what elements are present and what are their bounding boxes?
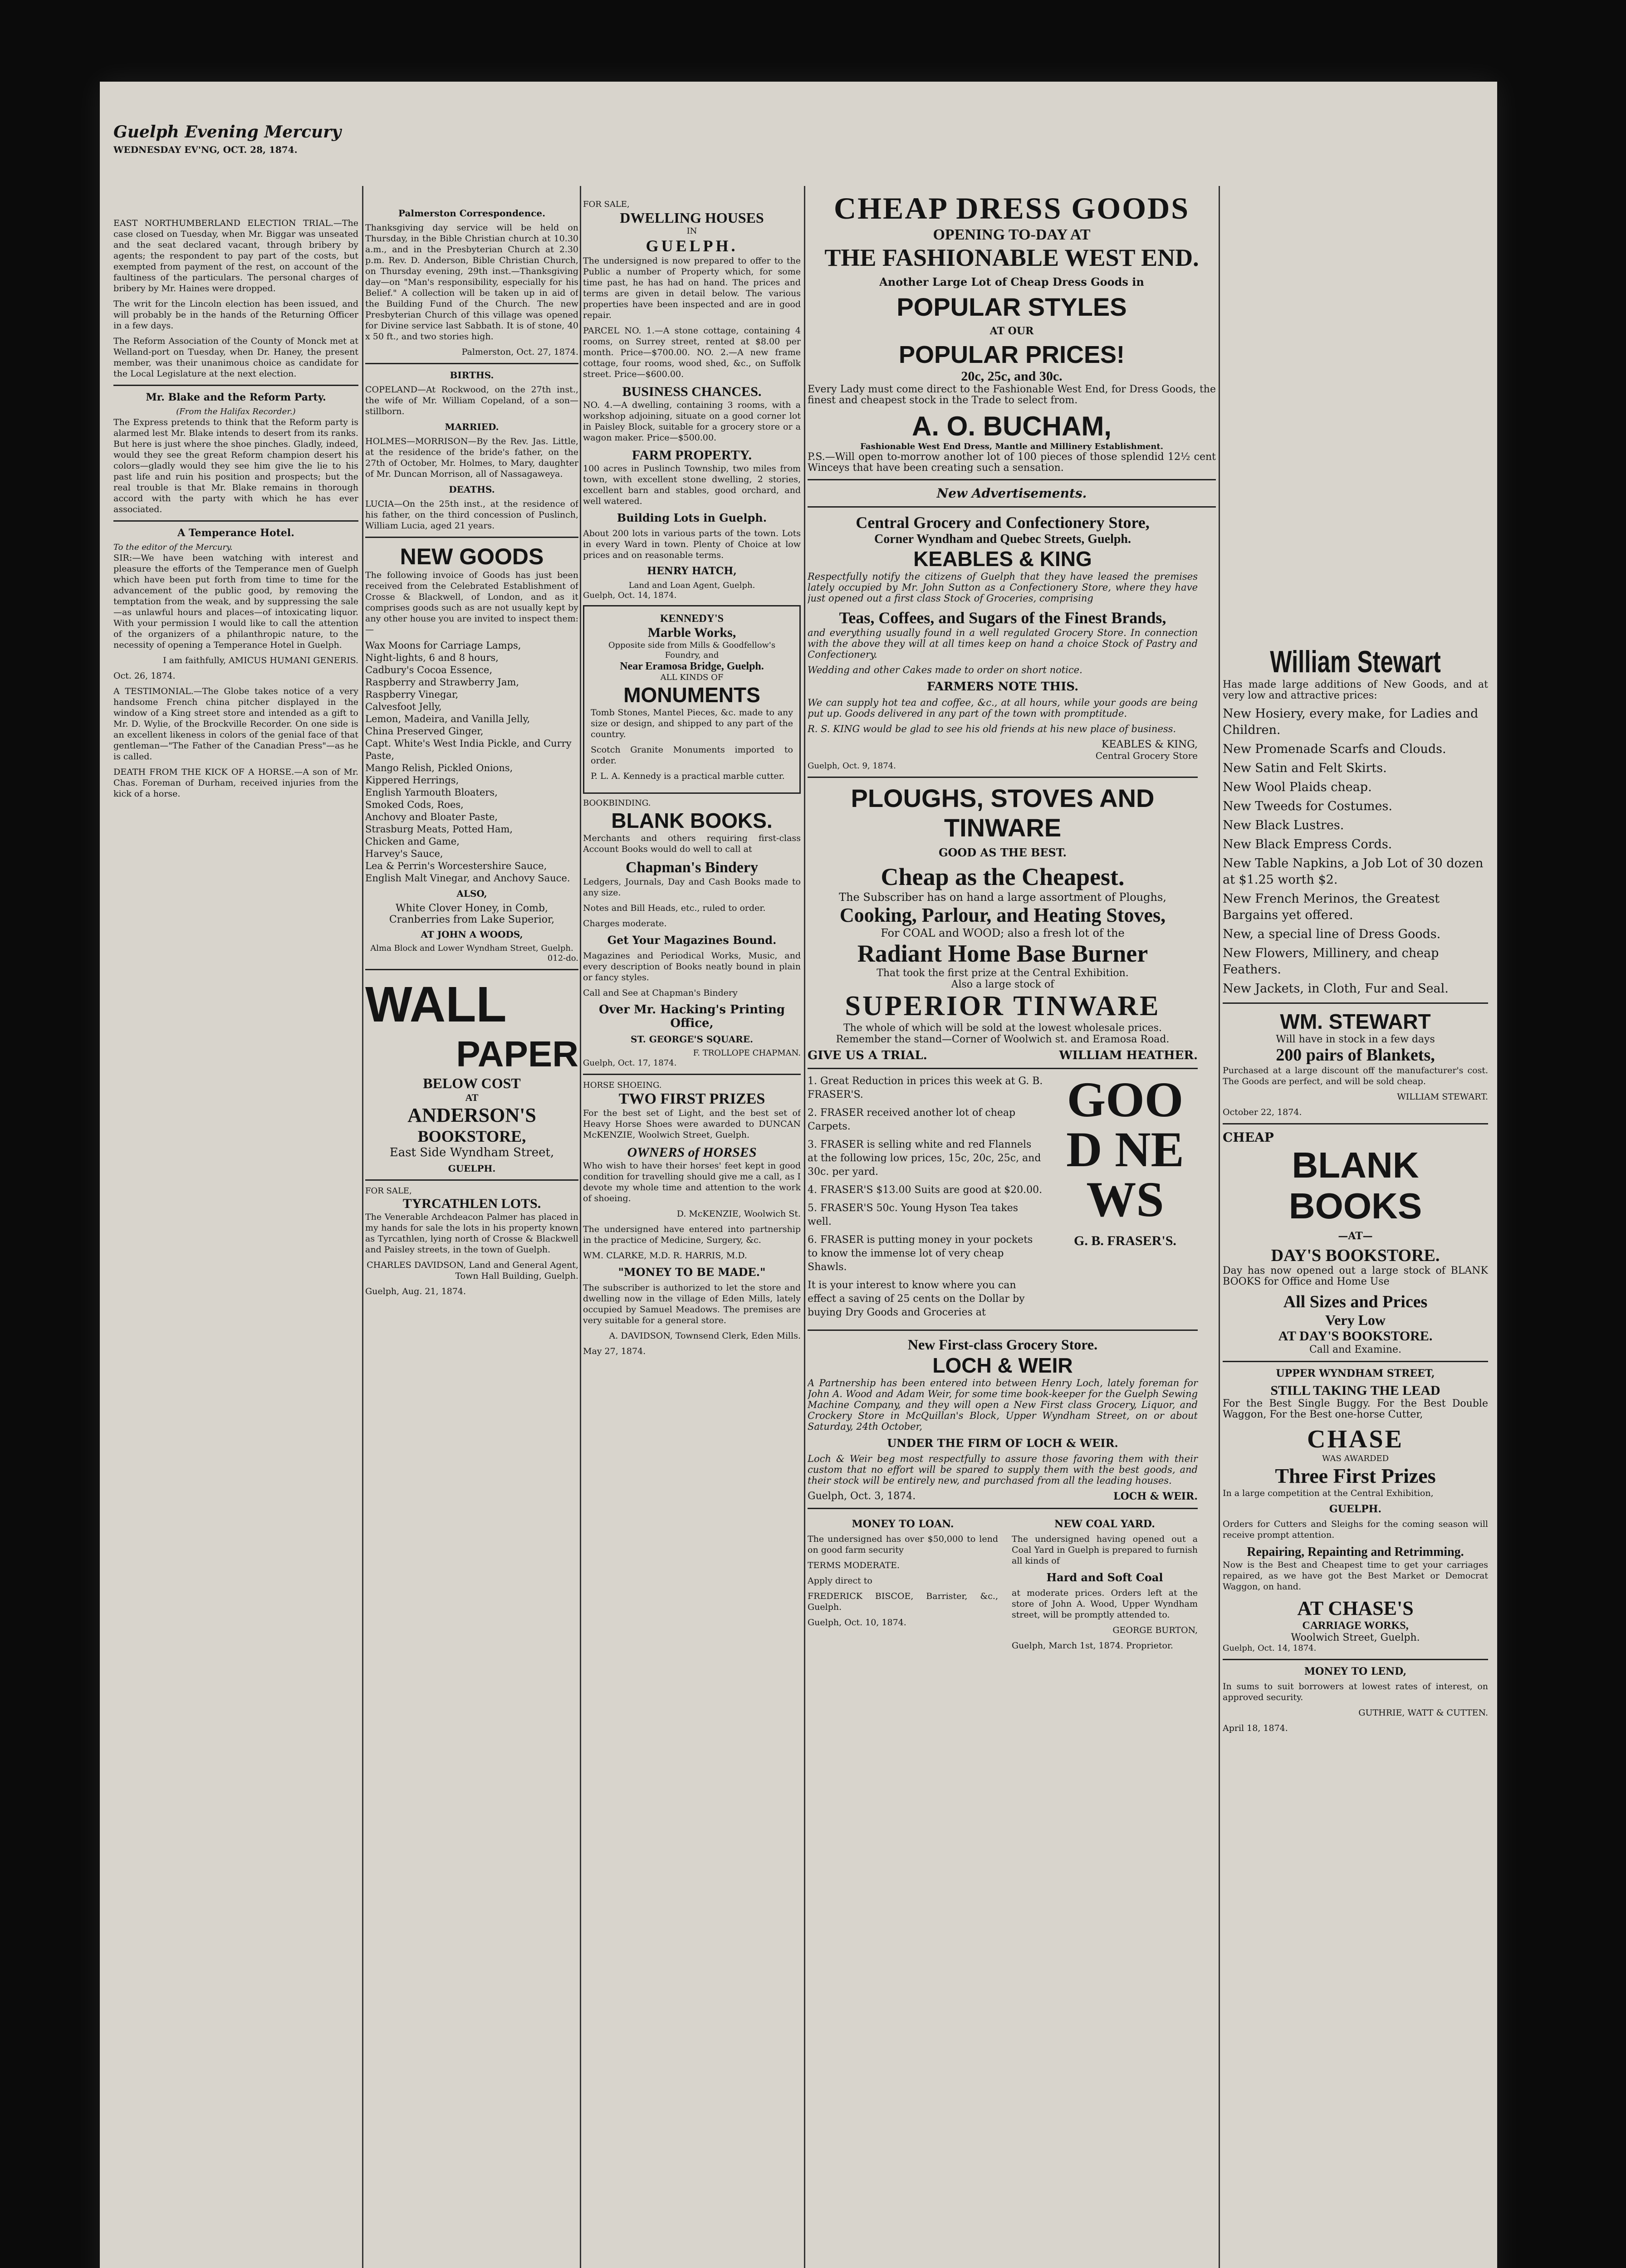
central-grocery: Central Grocery and Confectionery Store, xyxy=(856,513,1150,532)
stewart-item: New, a special line of Dress Goods. xyxy=(1223,927,1441,941)
cheap-as-cheapest: Cheap as the Cheapest. xyxy=(881,863,1125,890)
wall-title: WALL xyxy=(365,977,507,1032)
column-rule xyxy=(362,186,363,2268)
farmers-text: We can supply hot tea and coffee, &c., at all hours, while your goods are being put up. Goods delivered in any part of the town with promptitude. xyxy=(808,697,1198,719)
loan-biscoe: FREDERICK BISCOE, Barrister, &c., Guelph. xyxy=(808,1591,998,1612)
three-prizes: Three First Prizes xyxy=(1275,1464,1436,1487)
money-text: The subscriber is authorized to let the store and dwelling now in the village of Eden Mills, lately occupied by Samuel Meadows. The premises are very suitable for a general store. xyxy=(583,1283,801,1325)
tyrcathlen-text: The Venerable Archdeacon Palmer has placed in my hands for sale the lots in his property known as Tyrcathlen, lying north of Crosse & Blackwell and Paisley streets, in the town of Guelph. xyxy=(365,1212,578,1255)
newgoods-code: 012-do. xyxy=(547,953,578,963)
hotel-heading: A Temperance Hotel. xyxy=(177,527,294,539)
loan-apply: Apply direct to xyxy=(808,1576,872,1586)
blankets: 200 pairs of Blankets, xyxy=(1276,1046,1435,1065)
palmerston-article: Thanksgiving day service will be held on Thursday, in the Bible Christian church at 10.30 a.m., and in the Presbyterian Church at 2.30 p.m. Rev. D. Anderson, Bible Christian Church, on Thursday evening, 29th inst.—Thanksgiving day—on "Man's responsibility, especially for his Belief." A collection will be taken up in aid of the Building Fund of the Church. The new Presbyterian Church of this village was opened for Divine service last Sabbath. It is of stone, 40 x 50 ft., and two stories high. xyxy=(365,223,578,342)
newgoods-item: Capt. White's West India Pickle, and Curry Paste, xyxy=(365,738,572,761)
divider xyxy=(808,1330,1198,1331)
guelph-label: GUELPH. xyxy=(448,1163,496,1174)
wholesale-text: The whole of which will be sold at the lowest wholesale prices. xyxy=(843,1022,1162,1034)
dwelling-title: DWELLING HOUSES xyxy=(620,210,764,226)
dwelling-text: The undersigned is now prepared to offer to the Public a number of Property which, for some time past, he has had on hand. The prices and terms are given in detail below. The various properties have been inspected and are in good repair. xyxy=(583,256,801,320)
column-rule xyxy=(580,186,581,2268)
paper-title: PAPER xyxy=(456,1034,578,1074)
blank-books-title: BLANK BOOKS. xyxy=(611,809,773,832)
ploughs-title: PLOUGHS, STOVES AND TINWARE xyxy=(851,784,1155,842)
hard-soft: Hard and Soft Coal xyxy=(1046,1571,1163,1584)
births-heading: BIRTHS. xyxy=(450,370,494,381)
books-label: BOOKS xyxy=(1288,1186,1422,1226)
fraser-item: 3. FRASER is selling white and red Flannels at the following low prices, 15c, 20c, 25c, and 30c. per yard. xyxy=(808,1139,1041,1178)
below-cost: BELOW COST xyxy=(423,1075,521,1091)
newgoods-item: Calvesfoot Jelly, xyxy=(365,701,442,712)
newgoods-item: Raspberry Vinegar, xyxy=(365,689,459,700)
married-text: HOLMES—MORRISON—By the Rev. Jas. Little, at the residence of the bride's father, on the 27th of October, Mr. Holmes, to Mary, daughter of Mr. Duncan Morrison, all of Nassagaweya. xyxy=(365,436,578,479)
stewart-item: New Tweeds for Costumes. xyxy=(1223,799,1392,813)
lend-text: In sums to suit borrowers at lowest rates of interest, on approved security. xyxy=(1223,1681,1488,1702)
divider xyxy=(808,506,1216,508)
hotel-letter: SIR:—We have been watching with interest and pleasure the efforts of the Temperance men of Guelph which have been put forth from time to time for the advancement of the public good, by removing the temptation from the weak, and by suppressing the sale—as unlawful hours and places—of intoxicating liquor. With your permission I would like to call the attention of the organizers of a philanthropic nature, to the necessity of opening a Temperance Hotel in Guelph. xyxy=(113,553,358,650)
newgoods-item: Smoked Cods, Roes, xyxy=(365,799,464,810)
william-stewart: William Stewart xyxy=(1270,645,1441,679)
guthrie: GUTHRIE, WATT & CUTTEN. xyxy=(1358,1708,1488,1718)
building-text: About 200 lots in various parts of the town. Lots in every Ward in town. Plenty of Choice at low prices and on reasonable terms. xyxy=(583,528,801,560)
all-kinds: ALL KINDS OF xyxy=(660,673,724,682)
newgoods-honey: White Clover Honey, in Comb, Cranberries from Lake Superior, xyxy=(389,903,555,925)
newgoods-item: English Yarmouth Bloaters, xyxy=(365,787,498,798)
ledgers-text: Ledgers, Journals, Day and Cash Books made to any size. xyxy=(583,877,801,898)
newgoods-item: Mango Relish, Pickled Onions, xyxy=(365,763,513,773)
andersons: ANDERSON'S xyxy=(407,1104,536,1126)
horse-label: HORSE SHOEING. xyxy=(583,1080,662,1090)
heather-name: WILLIAM HEATHER. xyxy=(1059,1049,1198,1062)
farm-text: 100 acres in Puslinch Township, two miles from town, with excellent stone dwelling, 2 stories, excellent barn and stables, good orchard, and well watered. xyxy=(583,464,801,506)
loch-sign: LOCH & WEIR. xyxy=(1113,1491,1198,1502)
stewart-item: New Black Lustres. xyxy=(1223,818,1344,832)
horse-text: For the best set of Light, and the best set of Heavy Horse Shoes were awarded to DUNCAN McKENZIE, Woolwich Street, Guelph. xyxy=(583,1108,801,1140)
newgoods-address: Alma Block and Lower Wyndham Street, Guelph. xyxy=(370,943,573,953)
all-sizes: All Sizes and Prices xyxy=(1283,1292,1428,1311)
chapman-sign: F. TROLLOPE CHAPMAN. xyxy=(693,1048,801,1058)
newgoods-item: Night-lights, 6 and 8 hours, xyxy=(365,652,499,663)
subscriber-text: The Subscriber has on hand a large assortment of Ploughs, xyxy=(839,891,1166,904)
stewart-item: New Hosiery, every make, for Ladies and Children. xyxy=(1223,707,1479,737)
henry-date: Guelph, Oct. 14, 1874. xyxy=(583,591,677,600)
newgoods-item: Lemon, Madeira, and Vanilla Jelly, xyxy=(365,714,530,724)
wm-stewart: WM. STEWART xyxy=(1280,1010,1431,1033)
divider xyxy=(1223,1123,1488,1124)
chapmans-bindery: Chapman's Bindery xyxy=(626,859,758,876)
cheap-dress-goods: CHEAP DRESS GOODS xyxy=(833,191,1190,225)
divider xyxy=(808,777,1198,778)
blank-label: BLANK xyxy=(1292,1145,1419,1185)
death-article: DEATH FROM THE KICK OF A HORSE.—A son of Mr. Chas. Foreman of Durham, received injuries from the kick of a horse. xyxy=(113,767,358,799)
chase-date: Guelph, Oct. 14, 1874. xyxy=(1223,1643,1317,1653)
east-side: East Side Wyndham Street, xyxy=(389,1146,554,1159)
business-title: BUSINESS CHANCES. xyxy=(622,384,762,399)
loan-date: Guelph, Oct. 10, 1874. xyxy=(808,1618,906,1628)
stewart-item: New Wool Plaids cheap. xyxy=(1223,780,1372,794)
tyrcathlen-sign: CHARLES DAVIDSON, Land and General Agent, Town Hall Building, Guelph. xyxy=(367,1260,578,1281)
chase-title: CHASE xyxy=(1307,1425,1404,1453)
newgoods-intro: The following invoice of Goods has just been received from the Celebrated Establishment of Crosse & Blackwell, of London, and as it comprises goods such as are not usually kept by any other house you are invited to inspect them:— xyxy=(365,570,578,635)
newgoods-item: Chicken and Game, xyxy=(365,836,460,847)
three-text: In a large competition at the Central Exhibition, xyxy=(1223,1488,1434,1498)
st-george: ST. GEORGE'S SQUARE. xyxy=(631,1034,753,1045)
upper-wyndham: UPPER WYNDHAM STREET, xyxy=(1276,1368,1435,1379)
partnership-text: The undersigned have entered into partnership in the practice of Medicine, Surgery, &c. xyxy=(583,1224,801,1245)
repairing: Repairing, Repainting and Retrimming. xyxy=(1247,1545,1464,1559)
farmers-title: FARMERS NOTE THIS. xyxy=(926,680,1079,694)
bookstore-label: BOOKSTORE, xyxy=(417,1127,526,1145)
keables-date: Guelph, Oct. 9, 1874. xyxy=(808,761,896,771)
building-lots-title: Building Lots in Guelph. xyxy=(617,511,767,524)
divider xyxy=(365,969,578,970)
henry-hatch: HENRY HATCH, xyxy=(647,565,737,577)
new-ads-heading: New Advertisements. xyxy=(936,486,1087,501)
stewart-item: New Table Napkins, a Job Lot of 30 dozen at $1.25 worth $2. xyxy=(1223,856,1484,887)
blake-source: (From the Halifax Recorder.) xyxy=(176,407,296,416)
charges-text: Charges moderate. xyxy=(583,919,667,929)
call-text: Call and See at Chapman's Bindery xyxy=(583,988,738,998)
palmerston-date: Palmerston, Oct. 27, 1874. xyxy=(461,347,578,357)
divider xyxy=(1223,1002,1488,1004)
stewart-item: New Jackets, in Cloth, Fur and Seal. xyxy=(1223,982,1449,996)
divider xyxy=(365,537,578,538)
taking-lead: STILL TAKING THE LEAD xyxy=(1270,1383,1440,1398)
newgoods-item: English Malt Vinegar, and Anchovy Sauce. xyxy=(365,873,570,884)
corner-streets: Corner Wyndham and Quebec Streets, Guelph. xyxy=(874,532,1131,546)
signoff: I am faithfully, AMICUS HUMANI GENERIS. xyxy=(163,655,358,665)
king-text: R. S. KING would be glad to see his old friends at his new place of business. xyxy=(808,723,1176,734)
forsale-label: FOR SALE, xyxy=(583,200,630,209)
another-lot: Another Large Lot of Cheap Dress Goods in xyxy=(879,275,1144,288)
divider xyxy=(1223,1659,1488,1660)
chapman-date: Guelph, Oct. 17, 1874. xyxy=(583,1058,677,1068)
carriage-works: CARRIAGE WORKS, xyxy=(1302,1620,1409,1632)
keables-text: Respectfully notify the citizens of Guelph that they have leased the premises lately occupied by Mr. John Sutton as a Confectionery Store, where they have just opened out a first class Stock of Groceries, comprising xyxy=(808,571,1198,604)
popular-styles: POPULAR STYLES xyxy=(896,293,1127,321)
divider xyxy=(808,1068,1198,1069)
magazines-text: Magazines and Periodical Works, Music, and every description of Books neatly bound in plain or fancy styles. xyxy=(583,951,801,982)
stewart-item: New Flowers, Millinery, and cheap Feathers. xyxy=(1223,946,1439,977)
newgoods-item: Anchovy and Bloater Paste, xyxy=(365,811,498,822)
at-label: —AT— xyxy=(1338,1230,1373,1242)
masthead: Guelph Evening Mercury xyxy=(113,122,342,142)
coal-text: The undersigned having opened out a Coal Yard in Guelph is prepared to furnish all kinds of xyxy=(1012,1534,1198,1566)
newgoods-title: NEW GOODS xyxy=(400,544,544,569)
fraser-name: G. B. FRASER'S. xyxy=(1074,1233,1176,1248)
blake-heading: Mr. Blake and the Reform Party. xyxy=(146,391,326,403)
divider xyxy=(365,363,578,364)
election-article: EAST NORTHUMBERLAND ELECTION TRIAL.—The case closed on Tuesday, when Mr. Biggar was unseated and the seat declared vacant, through bribery by agents; the respondent to pay part of the costs, but exempted from payment of the rest, on account of the faultiness of the particulars. The personal charges of bribery by Mr. Haines were dropped. xyxy=(113,218,358,293)
column-rule xyxy=(804,186,805,2268)
fashionable-west-end: THE FASHIONABLE WEST END. xyxy=(824,244,1199,271)
loch-weir: LOCH & WEIR xyxy=(932,1354,1073,1377)
newspaper-page xyxy=(100,82,1497,2268)
divider xyxy=(808,1508,1198,1509)
call-examine: Call and Examine. xyxy=(1309,1344,1402,1355)
signoff-date: Oct. 26, 1874. xyxy=(113,671,176,681)
stewart-list xyxy=(1223,706,1488,997)
davidson-sign: A. DAVIDSON, Townsend Clerk, Eden Mills. xyxy=(609,1331,801,1341)
in-label: IN xyxy=(686,226,697,236)
coal-wood: For COAL and WOOD; also a fresh lot of the xyxy=(881,927,1125,939)
at-chases: AT CHASE'S xyxy=(1297,1597,1414,1619)
teas-title: Teas, Coffees, and Sugars of the Finest Brands, xyxy=(839,609,1166,627)
tyrcathlen-title: TYRCATHLEN LOTS. xyxy=(402,1196,541,1211)
parcels-text: PARCEL NO. 1.—A stone cottage, containing 4 rooms, on Surrey street, rented at $8.00 per month. Price—$700.00. NO. 2.—A new frame cottage, four rooms, wood shed, &c., on Suffolk street. Price—$600.00. xyxy=(583,326,801,379)
fraser-list xyxy=(808,1075,1043,1324)
opening-today: OPENING TO-DAY AT xyxy=(933,226,1091,243)
henry-role: Land and Loan Agent, Guelph. xyxy=(628,581,755,590)
bucham-sub: Fashionable West End Dress, Mantle and Millinery Establishment. xyxy=(860,442,1163,451)
keables-sign: KEABLES & KING, xyxy=(1101,739,1198,750)
births-text: COPELAND—At Rockwood, on the 27th inst., the wife of Mr. William Copeland, of a son—stillborn. xyxy=(365,385,578,416)
divider xyxy=(808,479,1216,480)
scotch-text: Scotch Granite Monuments imported to order. xyxy=(591,745,793,766)
owners-text: Who wish to have their horses' feet kept in good condition for travelling should give me a call, as I devote my whole time and attention to the work of shoeing. xyxy=(583,1161,801,1203)
remember-text: Remember the stand—Corner of Woolwich st. and Eramosa Road. xyxy=(836,1034,1170,1045)
newgoods-list xyxy=(365,640,578,885)
for-sale-label: FOR SALE, xyxy=(365,1186,412,1196)
reform-article: The Reform Association of the County of Monck met at Welland-port on Tuesday, when Dr. Haney, the present member, was their unanimous choice as candidate for the Local Legislature at the next election. xyxy=(113,336,358,379)
masthead-area xyxy=(113,122,803,155)
money-title: "MONEY TO BE MADE." xyxy=(618,1266,766,1279)
stewart-sign: WILLIAM STEWART. xyxy=(1397,1092,1488,1102)
exhibition-prize: That took the first prize at the Central Exhibition. xyxy=(877,968,1129,979)
under-firm: UNDER THE FIRM OF LOCH & WEIR. xyxy=(887,1437,1118,1450)
large-stock: Also a large stock of xyxy=(951,979,1054,990)
fraser-item: 2. FRASER received another lot of cheap Carpets. xyxy=(808,1107,1016,1132)
coal-title: NEW COAL YARD. xyxy=(1054,1518,1155,1530)
superior-tinware: SUPERIOR TINWARE xyxy=(845,991,1161,1022)
loan-ad xyxy=(808,1515,998,1656)
fraser-item: 4. FRASER'S $13.00 Suits are good at $20.00. xyxy=(808,1184,1043,1196)
loch-date: Guelph, Oct. 3, 1874. xyxy=(808,1491,916,1502)
magazines-title: Get Your Magazines Bound. xyxy=(607,934,777,947)
at-our: AT OUR xyxy=(989,325,1034,337)
two-first-prizes: TWO FIRST PRIZES xyxy=(618,1090,765,1107)
writ-article: The writ for the Lincoln election has been issued, and will probably be in the hands of the Returning Officer in a few days. xyxy=(113,299,358,331)
newgoods-at: AT JOHN A WOODS, xyxy=(421,929,523,940)
very-low: Very Low xyxy=(1325,1312,1386,1328)
coal-ad xyxy=(1012,1515,1198,1656)
lend-date: April 18, 1874. xyxy=(1223,1723,1288,1733)
keables-king: KEABLES & KING xyxy=(913,547,1092,571)
orders-text: Orders for Cutters and Sleighs for the coming season will receive prompt attention. xyxy=(1223,1519,1488,1540)
bookbinding-label: BOOKBINDING. xyxy=(583,798,651,808)
divider xyxy=(1223,1361,1488,1362)
good-news-title: GOOD NEWS xyxy=(1066,1072,1184,1227)
newgoods-also: ALSO, xyxy=(456,888,487,899)
fraser-item: 1. Great Reduction in prices this week at G. B. FRASER'S. xyxy=(808,1075,1043,1100)
marble-title: Marble Works, xyxy=(647,625,736,640)
monuments-text: Tomb Stones, Mantel Pieces, &c. made to any size or design, and shipped to any part of the country. xyxy=(591,708,793,739)
newgoods-item: Lea & Perrin's Worcestershire Sauce, xyxy=(365,860,547,871)
kennedy-sign: P. L. A. Kennedy is a practical marble cutter. xyxy=(591,771,785,781)
burton: GEORGE BURTON, xyxy=(1112,1625,1198,1635)
owners-title: OWNERS of HORSES xyxy=(627,1145,757,1160)
blake-article: The Express pretends to think that the Reform party is alarmed lest Mr. Blake intends to desert from its ranks. But here is just where the shoe pinches. Gladly, indeed, would they see the great Reform champion desert his colors—gladly would they see him give the lie to his past life and ruin his position and prospects; but the real trouble is that Mr. Blake remains in thorough accord with the party with which he has ever associated. xyxy=(113,417,358,514)
newgoods-item: Kippered Herrings, xyxy=(365,775,459,786)
blank-text: Merchants and others requiring first-class Account Books would do well to call at xyxy=(583,833,801,854)
divider xyxy=(365,1179,578,1181)
fraser-item: 5. FRASER'S 50c. Young Hyson Tea takes well. xyxy=(808,1202,1019,1227)
awarded: WAS AWARDED xyxy=(1322,1454,1389,1463)
divider xyxy=(113,520,358,522)
coal-date: Guelph, March 1st, 1874. Proprietor. xyxy=(1012,1641,1173,1651)
column-rule xyxy=(1219,186,1220,2268)
stewart-item: New Black Empress Cords. xyxy=(1223,837,1392,851)
palmerston-heading: Palmerston Correspondence. xyxy=(398,208,546,219)
kennedy-box xyxy=(583,605,801,794)
dateline: WEDNESDAY EV'NG, OCT. 28, 1874. xyxy=(113,144,298,155)
radiant-home: Radiant Home Base Burner xyxy=(857,940,1148,967)
cheap-label: CHEAP xyxy=(1223,1130,1274,1145)
eramosa-label: Near Eramosa Bridge, Guelph. xyxy=(620,660,764,672)
stewart-intro: Has made large additions of New Goods, and at very low and attractive prices: xyxy=(1223,679,1488,701)
loch-text2: Loch & Weir beg most respectfully to assure those favoring them with their custom that no effort will be spared to supply them with the best goods, and their stock will be entirely new, and purchased from all the leading houses. xyxy=(808,1453,1198,1486)
fraser-item: It is your interest to know where you can effect a saving of 25 cents on the Dollar by buying Dry Goods and Groceries at xyxy=(808,1280,1025,1318)
teas-text: and everything usually found in a well regulated Grocery Store. In connection with the above they will at all times keep on hand a choice Stock of Pastry and Confectionery. xyxy=(808,627,1198,660)
farm-title: FARM PROPERTY. xyxy=(632,448,752,463)
hotel-sub: To the editor of the Mercury. xyxy=(113,543,233,552)
stewart-item: New Promenade Scarfs and Clouds. xyxy=(1223,742,1446,756)
stewart-date: October 22, 1874. xyxy=(1223,1107,1302,1117)
stewart-item: New French Merinos, the Greatest Bargains yet offered. xyxy=(1223,892,1440,922)
monuments-title: MONUMENTS xyxy=(623,683,760,707)
tyrcathlen-date: Guelph, Aug. 21, 1874. xyxy=(365,1286,466,1296)
loch-text: A Partnership has been entered into between Henry Loch, lately foreman for John A. Wood and Adam Weir, for some time book-keeper for the Guelph Sewing Machine Company, and they will open a New First class Grocery, Liquor, and Crockery Store in McQuillan's Block, Upper Wyndham Street, on or about Saturday, 24th October, xyxy=(808,1378,1198,1432)
cooking-stoves: Cooking, Parlour, and Heating Stoves, xyxy=(839,904,1166,926)
business-text: NO. 4.—A dwelling, containing 3 rooms, with a workshop adjoining, situate on a good corner lot in Paisley Block, suitable for a grocery store or a wagon maker. Price—$500.00. xyxy=(583,400,801,443)
doctors-names: WM. CLARKE, M.D. R. HARRIS, M.D. xyxy=(583,1251,747,1261)
mckenzie-sign: D. McKENZIE, Woolwich St. xyxy=(676,1209,801,1219)
ps-text: P.S.—Will open to-morrow another lot of 100 pieces of those splendid 12½ cent Winceys that have been creating such a sensation. xyxy=(808,451,1216,474)
woolwich-street: Woolwich Street, Guelph. xyxy=(1291,1632,1420,1643)
days-bookstore: DAY'S BOOKSTORE. xyxy=(1271,1246,1440,1265)
newgoods-item: Harvey's Sauce, xyxy=(365,848,443,859)
at-label: AT xyxy=(465,1092,479,1103)
deaths-heading: DEATHS. xyxy=(449,484,495,495)
deaths-text: LUCIA—On the 25th inst., at the residence of his father, on the third concession of Puslinch, William Lucia, aged 21 years. xyxy=(365,499,578,531)
loan-title: MONEY TO LOAN. xyxy=(852,1518,954,1530)
popular-prices: POPULAR PRICES! xyxy=(898,341,1125,368)
give-trial: GIVE US A TRIAL. xyxy=(808,1049,927,1062)
newgoods-item: Wax Moons for Carriage Lamps, xyxy=(365,640,521,651)
guelph-title: GUELPH. xyxy=(646,237,738,255)
good-as-best: GOOD AS THE BEST. xyxy=(939,846,1067,859)
grocery-title: New First-class Grocery Store. xyxy=(907,1336,1098,1353)
notes-text: Notes and Bill Heads, etc., ruled to order. xyxy=(583,903,766,913)
bucham-name: A. O. BUCHAM, xyxy=(912,411,1112,441)
stewart-item: New Satin and Felt Skirts. xyxy=(1223,761,1387,775)
column-1 xyxy=(113,218,358,804)
testimonial-article: A TESTIMONIAL.—The Globe takes notice of a very handsome French china pitcher displayed in the window of a King street store and intended as a gift to Mr. D. Wylie, of the Brockville Recorder. On one side is an excellent likeness in colors of the genial face of that gentleman—"The Father of the Canadian Press"—as he is called. xyxy=(113,686,358,762)
loan-text: The undersigned has over $50,000 to lend on good farm security xyxy=(808,1534,998,1555)
keables-store: Central Grocery Store xyxy=(1095,750,1198,761)
column-4 xyxy=(808,191,1216,1656)
marble-address: Opposite side from Mills & Goodfellow's Foundry, and xyxy=(608,640,776,660)
column-2 xyxy=(365,204,578,1301)
coal-text2: at moderate prices. Orders left at the store of John A. Wood, Upper Wyndham street, will be promptly attended to. xyxy=(1012,1588,1198,1620)
chase-guelph: GUELPH. xyxy=(1329,1503,1382,1515)
lady-text: Every Lady must come direct to the Fashionable West End, for Dress Goods, the finest and cheapest stock in the Trade to select from. xyxy=(808,384,1216,406)
blankets-text: Purchased at a large discount off the manufacturer's cost. The Goods are perfect, and will be sold cheap. xyxy=(1223,1066,1488,1086)
lead-items: For the Best Single Buggy. For the Best Double Waggon, For the Best one-horse Cutter, xyxy=(1223,1398,1488,1420)
days-text: Day has now opened out a large stock of BLANK BOOKS for Office and Home Use xyxy=(1223,1265,1488,1287)
at-days: AT DAY'S BOOKSTORE. xyxy=(1278,1329,1433,1344)
over-hacking: Over Mr. Hacking's Printing Office, xyxy=(598,1003,785,1030)
loan-terms: TERMS MODERATE. xyxy=(808,1560,900,1570)
money-date: May 27, 1874. xyxy=(583,1346,646,1356)
divider xyxy=(113,385,358,386)
newgoods-item: Strasburg Meats, Potted Ham, xyxy=(365,824,513,835)
newgoods-item: China Preserved Ginger, xyxy=(365,726,484,737)
divider xyxy=(583,1074,801,1075)
column-3 xyxy=(583,200,801,1361)
wedding-text: Wedding and other Cakes made to order on short notice. xyxy=(808,665,1082,675)
newgoods-item: Raspberry and Strawberry Jam, xyxy=(365,677,519,688)
will-have: Will have in stock in a few days xyxy=(1276,1034,1435,1045)
newgoods-item: Cadbury's Cocoa Essence, xyxy=(365,665,493,675)
fraser-item: 6. FRASER is putting money in your pockets to know the immense lot of very cheap Shawls. xyxy=(808,1234,1033,1273)
price-list: 20c, 25c, and 30c. xyxy=(961,369,1063,384)
column-5 xyxy=(1223,644,1488,1738)
married-heading: MARRIED. xyxy=(445,421,499,432)
kennedy-title: KENNEDY'S xyxy=(660,613,724,625)
now-text: Now is the Best and Cheapest time to get your carriages repaired, as we have got the Best Market or Democrat Waggon, on hand. xyxy=(1223,1560,1488,1592)
money-lend: MONEY TO LEND, xyxy=(1304,1666,1407,1677)
